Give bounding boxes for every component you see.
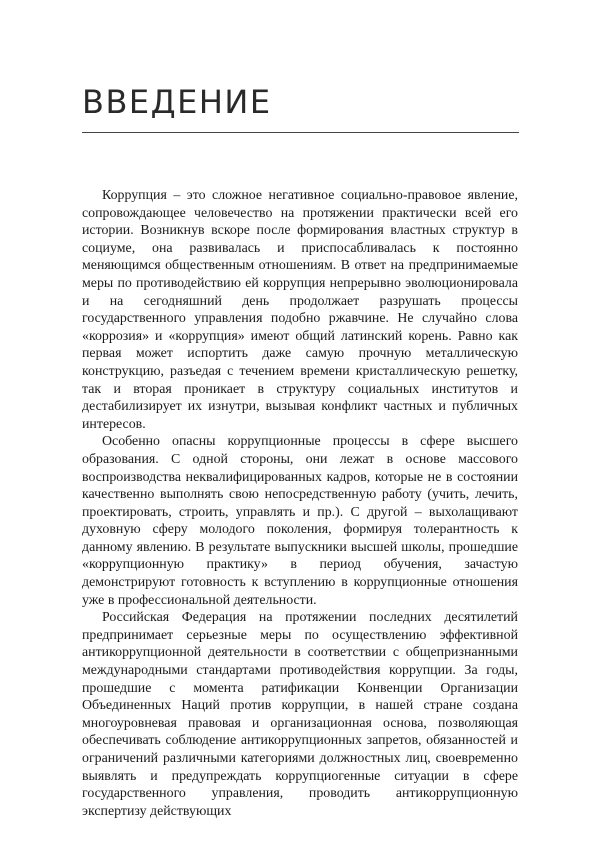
paragraph: Российская Федерация на протяжении последних десятилетий предпринимает серьезные меры по осуществлению эффективной антикоррупционной деятельности в соответствии с общепризнанными международными стандартами противодействия коррупции. За годы, прошедшие с момента ратификации Конвенции Организации Объединенных Наций против коррупции, в нашей стране создана многоуровневая правовая и организационная основа, позволяющая обеспечивать соблюдение антикоррупционных запретов, обязанностей и ограничений различными категориями должностных лиц, своевременно выявлять и предупреждать коррупциогенные ситуации в сфере государственного управления, проводить антикоррупционную экспертизу действующих: [82, 610, 518, 819]
chapter-title: ВВЕДЕНИЕ: [82, 83, 272, 121]
body-text: [82, 187, 518, 820]
title-divider: [82, 132, 519, 133]
paragraph: Коррупция – это сложное негативное социально-правовое явление, сопровождающее человечество на протяжении практически всей его истории. Возникнув вскоре после формирования властных структур в социуме, она развивалась и приспосабливалась к постоянно меняющимся общественным отношениям. В ответ на предпринимаемые меры по противодействию ей коррупция непрерывно эволюционировала и на сегодняшний день продолжает разрушать процессы государственного управления подобно ржавчине. Не случайно слова «коррозия» и «коррупция» имеют общий латинский корень. Равно как первая может испортить даже самую прочную металлическую конструкцию, разъедая с течением времени кристаллическую решетку, так и вторая проникает в структуру социальных институтов и дестабилизирует их изнутри, вызывая конфликт частных и публичных интересов.: [82, 188, 518, 432]
paragraph: Особенно опасны коррупционные процессы в сфере высшего образования. С одной стороны, они лежат в основе массового воспроизводства неквалифицированных кадров, которые не в состоянии качественно выполнять свою непосредственную работу (учить, лечить, проектировать, строить, управлять и пр.). С другой – выхолащивают духовную сферу молодого поколения, формируя толерантность к данному явлению. В результате выпускники высшей школы, прошедшие «коррупционную практику» в период обучения, зачастую демонстрируют готовность к вступлению в коррупционные отношения уже в профессиональной деятельности.: [82, 434, 518, 608]
